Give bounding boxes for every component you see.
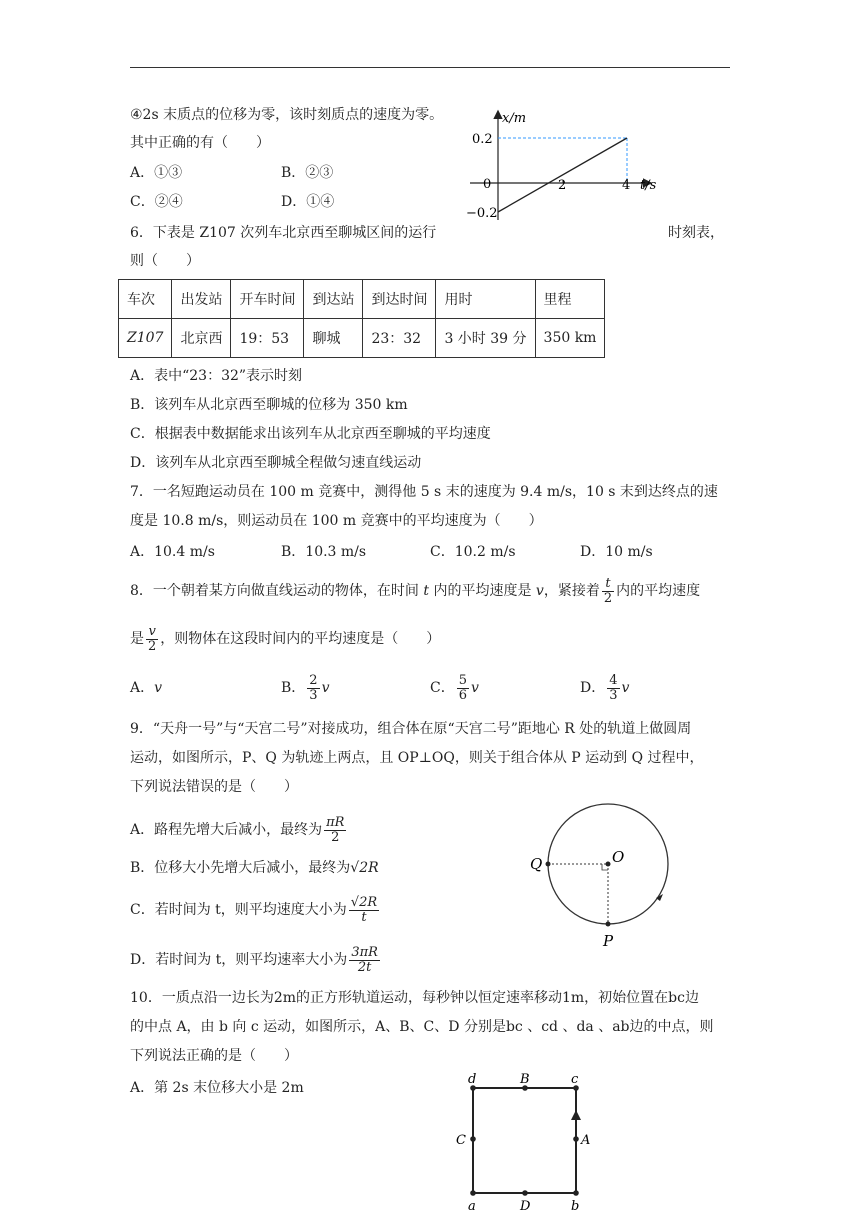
q5-option-a[interactable]: A．①③ bbox=[130, 165, 183, 181]
table-cell: 350 km bbox=[535, 319, 605, 358]
header-rule bbox=[130, 67, 730, 68]
numerator: 2 bbox=[309, 672, 318, 688]
table-header: 开车时间 bbox=[231, 280, 304, 319]
q7-line-1: 7．一名短跑运动员在 100 m 竞赛中，测得他 5 s 末的速度为 9.4 m/s，10 s 末到达终点的速 bbox=[130, 484, 718, 500]
numerator: √2R bbox=[350, 894, 378, 910]
denominator: t bbox=[361, 909, 367, 925]
q8-text: ，紧接着 bbox=[543, 583, 600, 599]
q10-line-3: 下列说法正确的是（ ） bbox=[130, 1048, 298, 1064]
q8-text: 是 bbox=[130, 631, 144, 647]
table-header: 车次 bbox=[119, 280, 172, 319]
q8-text: ，则物体在这段时间内的平均速度是（ ） bbox=[160, 631, 441, 647]
label-B: B bbox=[520, 1072, 530, 1087]
q9-option-a[interactable] bbox=[130, 812, 348, 848]
table-header-row bbox=[119, 280, 605, 319]
q10-square-figure bbox=[450, 1068, 600, 1213]
denominator: 3 bbox=[309, 687, 318, 703]
q7-option-b[interactable]: B．10.3 m/s bbox=[281, 544, 367, 560]
option-text: A．路程先增大后减小，最终为 bbox=[130, 822, 323, 838]
square-track bbox=[473, 1088, 576, 1193]
numerator: 5 bbox=[458, 672, 467, 688]
q6-stem-a: 6．下表是 Z107 次列车北京西至聊城区间的运行 bbox=[130, 225, 437, 241]
option-text: B．位移大小先增大后减小，最终为 bbox=[130, 860, 351, 876]
q5-prompt: 其中正确的有（ ） bbox=[130, 135, 270, 151]
q9-option-d[interactable] bbox=[130, 942, 382, 978]
q9-option-b[interactable] bbox=[130, 858, 379, 878]
numerator: 4 bbox=[609, 672, 618, 688]
option-label: A． bbox=[130, 680, 155, 696]
q6-timetable bbox=[118, 279, 605, 358]
table-cell: 聊城 bbox=[304, 319, 363, 358]
denominator: 2 bbox=[331, 829, 340, 845]
option-var: v bbox=[621, 680, 630, 696]
x-tick-4: 4 bbox=[622, 178, 631, 193]
option-label: B． bbox=[281, 680, 306, 696]
label-p: P bbox=[603, 932, 614, 950]
xt-line bbox=[498, 138, 627, 212]
table-cell: 23：32 bbox=[363, 319, 436, 358]
q8-text: 8．一个朝着某方向做直线运动的物体，在时间 bbox=[130, 583, 419, 599]
x-axis-label: t/s bbox=[640, 178, 657, 193]
q8-option-b[interactable] bbox=[281, 668, 330, 708]
fraction bbox=[307, 674, 319, 703]
x-tick-2: 2 bbox=[558, 178, 567, 193]
fraction bbox=[349, 896, 379, 925]
option-expr: √2R bbox=[350, 860, 379, 876]
point-o bbox=[606, 862, 611, 867]
table-row bbox=[119, 319, 605, 358]
q5-statement-4: ④2s 末质点的位移为零，该时刻质点的速度为零。 bbox=[130, 107, 444, 123]
label-C: C bbox=[456, 1133, 466, 1148]
direction-arrow-icon bbox=[571, 1110, 581, 1120]
q5-option-d[interactable]: D．①④ bbox=[281, 194, 335, 210]
q8-var-t: t bbox=[423, 583, 429, 599]
option-var: v bbox=[154, 680, 163, 696]
q7-option-a[interactable]: A．10.4 m/s bbox=[130, 544, 215, 560]
point-a bbox=[470, 1190, 476, 1196]
point-C bbox=[470, 1136, 476, 1142]
q6-option-a[interactable]: A．表中“23：32”表示时刻 bbox=[130, 368, 303, 384]
q6-stem-c: 则（ ） bbox=[130, 253, 200, 269]
fraction bbox=[602, 577, 614, 606]
q5-xt-graph bbox=[440, 100, 670, 225]
table-cell: 北京西 bbox=[172, 319, 231, 358]
q6-option-c[interactable]: C．根据表中数据能求出该列车从北京西至聊城的平均速度 bbox=[130, 426, 491, 442]
label-A: A bbox=[581, 1133, 591, 1148]
denominator: 3 bbox=[609, 687, 618, 703]
table-cell: 3 小时 39 分 bbox=[436, 319, 535, 358]
fraction bbox=[324, 816, 346, 845]
denominator: 2t bbox=[357, 959, 372, 975]
table-cell: Z107 bbox=[119, 319, 172, 358]
fraction bbox=[146, 625, 158, 654]
point-p bbox=[606, 922, 611, 927]
fraction bbox=[607, 674, 619, 703]
table-cell: 19：53 bbox=[231, 319, 304, 358]
option-label: D． bbox=[580, 680, 606, 696]
numerator: v bbox=[146, 625, 158, 640]
origin-label: 0 bbox=[483, 177, 492, 192]
label-D: D bbox=[520, 1199, 531, 1213]
q5-option-c[interactable]: C．②④ bbox=[130, 194, 183, 210]
label-b: b bbox=[571, 1199, 580, 1213]
q6-option-d[interactable]: D．该列车从北京西至聊城全程做匀速直线运动 bbox=[130, 455, 422, 471]
label-q: Q bbox=[530, 855, 543, 873]
table-header: 用时 bbox=[436, 280, 535, 319]
option-text: C．若时间为 t，则平均速度大小为 bbox=[130, 902, 347, 918]
q9-line-2: 运动，如图所示，P、Q 为轨迹上两点，且 OP⊥OQ，则关于组合体从 P 运动到 Q 过程中， bbox=[130, 750, 704, 766]
q10-line-2: 的中点 A，由 b 向 c 运动，如图所示，A、B、C、D 分别是bc 、cd 、da 、ab边的中点，则 bbox=[130, 1019, 714, 1035]
table-header: 里程 bbox=[535, 280, 605, 319]
option-text: D．若时间为 t，则平均速率大小为 bbox=[130, 952, 348, 968]
y-axis-label: x/m bbox=[502, 111, 527, 126]
q5-option-b[interactable]: B．②③ bbox=[281, 165, 334, 181]
numerator: πR bbox=[326, 814, 345, 830]
numerator: 3πR bbox=[351, 944, 378, 960]
q8-line-2 bbox=[130, 622, 440, 656]
q6-stem-b: 时刻表， bbox=[668, 225, 724, 241]
q9-line-3: 下列说法错误的是（ ） bbox=[130, 779, 298, 795]
q8-option-c[interactable] bbox=[430, 668, 479, 708]
table-header: 出发站 bbox=[172, 280, 231, 319]
option-label: C． bbox=[430, 680, 455, 696]
option-var: v bbox=[471, 680, 479, 696]
label-a: a bbox=[468, 1199, 476, 1213]
denominator: 6 bbox=[458, 687, 467, 703]
q9-orbit-figure bbox=[520, 790, 710, 960]
option-var: v bbox=[321, 680, 330, 696]
point-b bbox=[573, 1190, 579, 1196]
label-d: d bbox=[468, 1072, 477, 1087]
label-c: c bbox=[571, 1072, 579, 1087]
q9-option-c[interactable] bbox=[130, 892, 381, 928]
q8-text: 内的平均速度 bbox=[616, 583, 701, 599]
table-header: 到达时间 bbox=[363, 280, 436, 319]
fraction bbox=[349, 946, 380, 975]
q8-var-v: v bbox=[535, 583, 544, 599]
point-A bbox=[573, 1136, 579, 1142]
numerator: t bbox=[602, 577, 614, 592]
q7-line-2: 度是 10.8 m/s，则运动员在 100 m 竞赛中的平均速度为（ ） bbox=[130, 513, 543, 529]
denominator: 2 bbox=[148, 638, 157, 654]
table-header: 到达站 bbox=[304, 280, 363, 319]
q9-line-1: 9．“天舟一号”与“天宫二号”对接成功，组合体在原“天宫二号”距地心 R 处的轨道上做圆周 bbox=[130, 721, 692, 737]
q10-option-a[interactable]: A．第 2s 末位移大小是 2m bbox=[130, 1080, 304, 1096]
y-tick-bottom: −0.2 bbox=[466, 206, 498, 221]
q6-option-b[interactable]: B．该列车从北京西至聊城的位移为 350 km bbox=[130, 397, 408, 413]
q8-option-a[interactable] bbox=[130, 678, 162, 698]
q8-line-1 bbox=[130, 574, 700, 608]
y-tick-top: 0.2 bbox=[472, 132, 493, 147]
label-o: O bbox=[612, 848, 625, 866]
q8-option-d[interactable] bbox=[580, 668, 629, 708]
point-q bbox=[546, 862, 551, 867]
point-D bbox=[522, 1190, 528, 1196]
q7-option-d[interactable]: D．10 m/s bbox=[580, 544, 653, 560]
fraction bbox=[457, 674, 469, 703]
q8-text: 内的平均速度是 bbox=[433, 583, 532, 599]
denominator: 2 bbox=[603, 590, 613, 606]
q10-line-1: 10．一质点沿一边长为2m的正方形轨道运动，每秒钟以恒定速率移动1m，初始位置在bc边 bbox=[130, 990, 699, 1006]
q7-option-c[interactable]: C．10.2 m/s bbox=[430, 544, 516, 560]
